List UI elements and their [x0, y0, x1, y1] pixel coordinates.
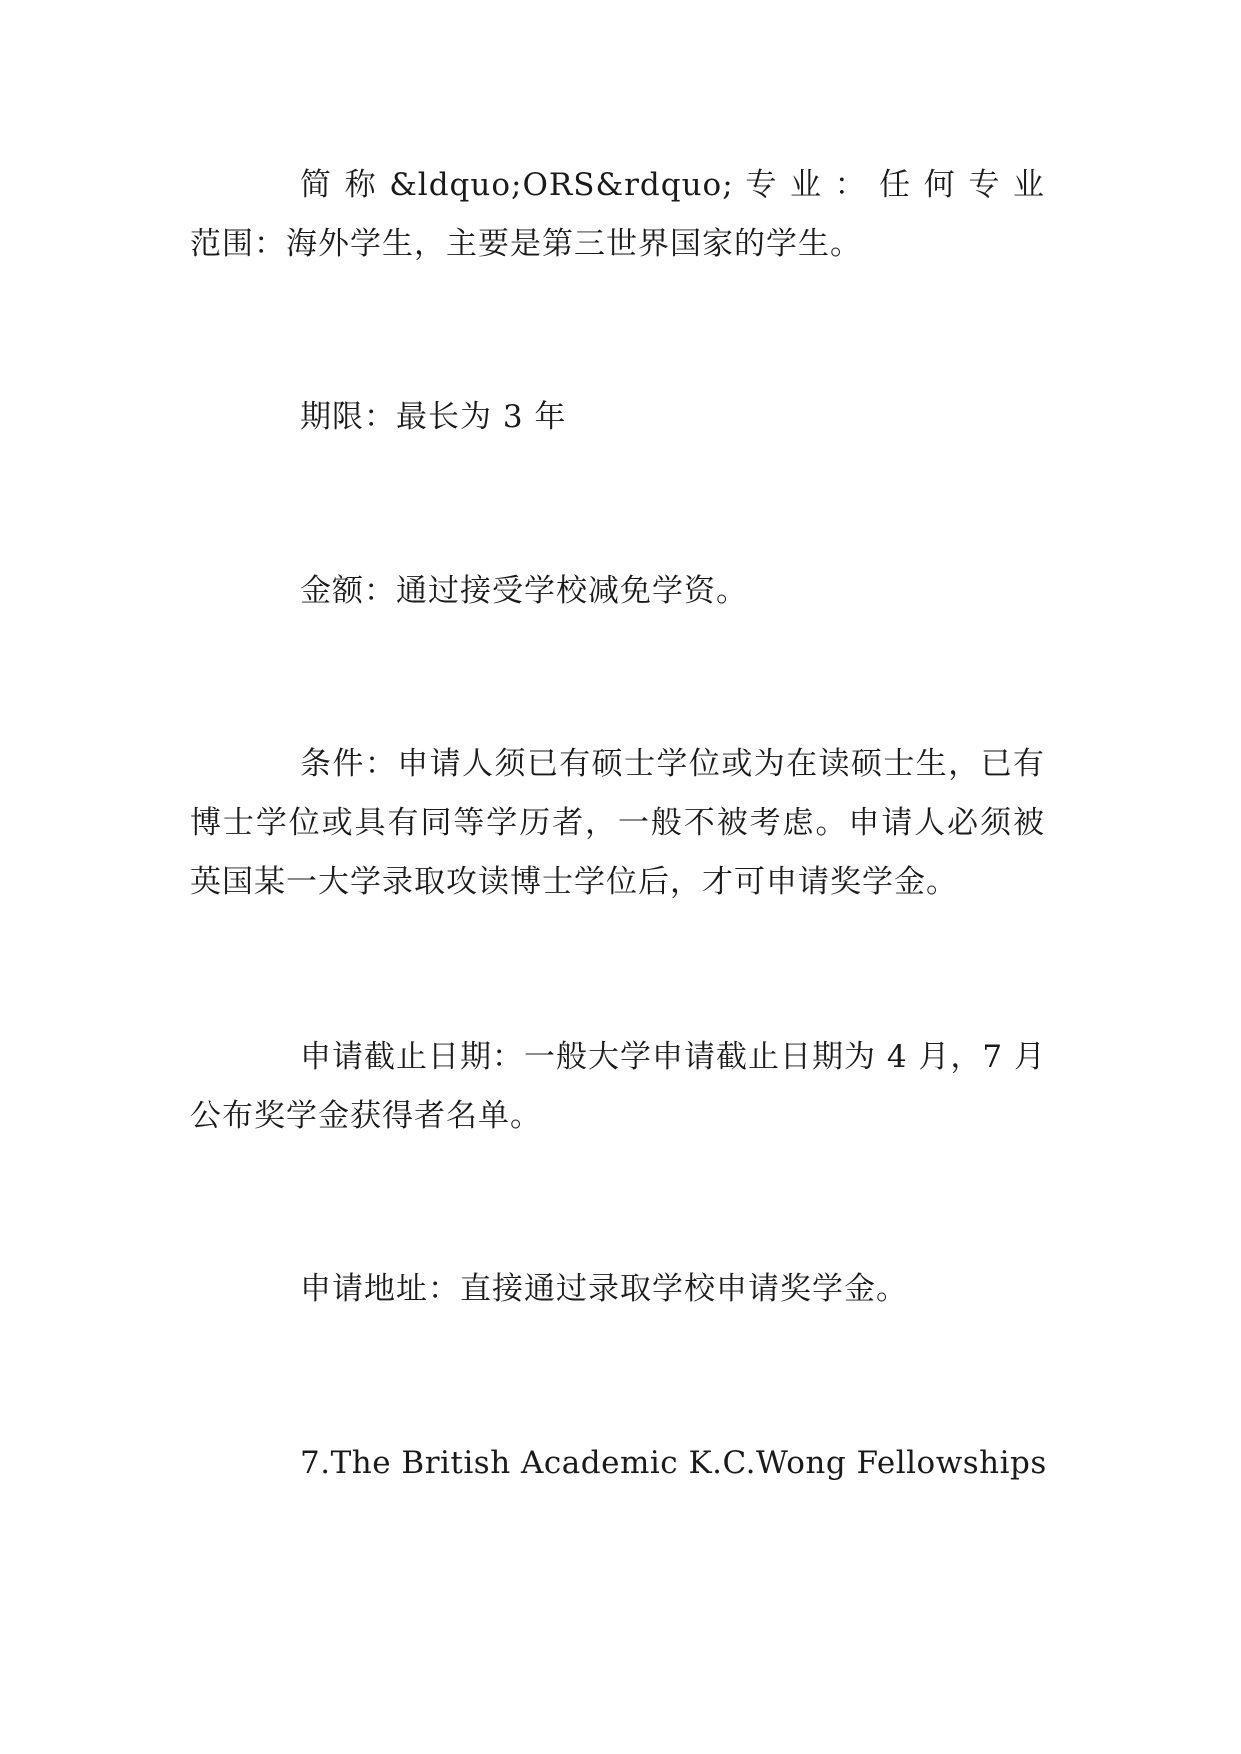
paragraph-line-deadline-2: 公布奖学金获得者名单。	[190, 1098, 542, 1134]
section-heading-fellowship: 7.The British Academic K.C.Wong Fellowships	[300, 1445, 1047, 1481]
paragraph-line-amount: 金额：通过接受学校减免学资。	[300, 573, 748, 609]
paragraph-line-conditions-2: 博士学位或具有同等学历者，一般不被考虑。申请人必须被	[190, 805, 1045, 841]
paragraph-line-conditions-1: 条件：申请人须已有硕士学位或为在读硕士生，已有	[300, 746, 1045, 782]
paragraph-line-scope: 范围：海外学生，主要是第三世界国家的学生。	[190, 226, 862, 262]
paragraph-line-duration: 期限：最长为 3 年	[300, 399, 567, 435]
paragraph-line-abbreviation: 简 称 &ldquo;ORS&rdquo; 专 业 ： 任 何 专 业	[300, 167, 1045, 203]
paragraph-line-deadline-1: 申请截止日期：一般大学申请截止日期为 4 月，7 月	[300, 1039, 1047, 1075]
paragraph-line-conditions-3: 英国某一大学录取攻读博士学位后，才可申请奖学金。	[190, 864, 958, 900]
paragraph-line-address: 申请地址：直接通过录取学校申请奖学金。	[300, 1271, 908, 1307]
